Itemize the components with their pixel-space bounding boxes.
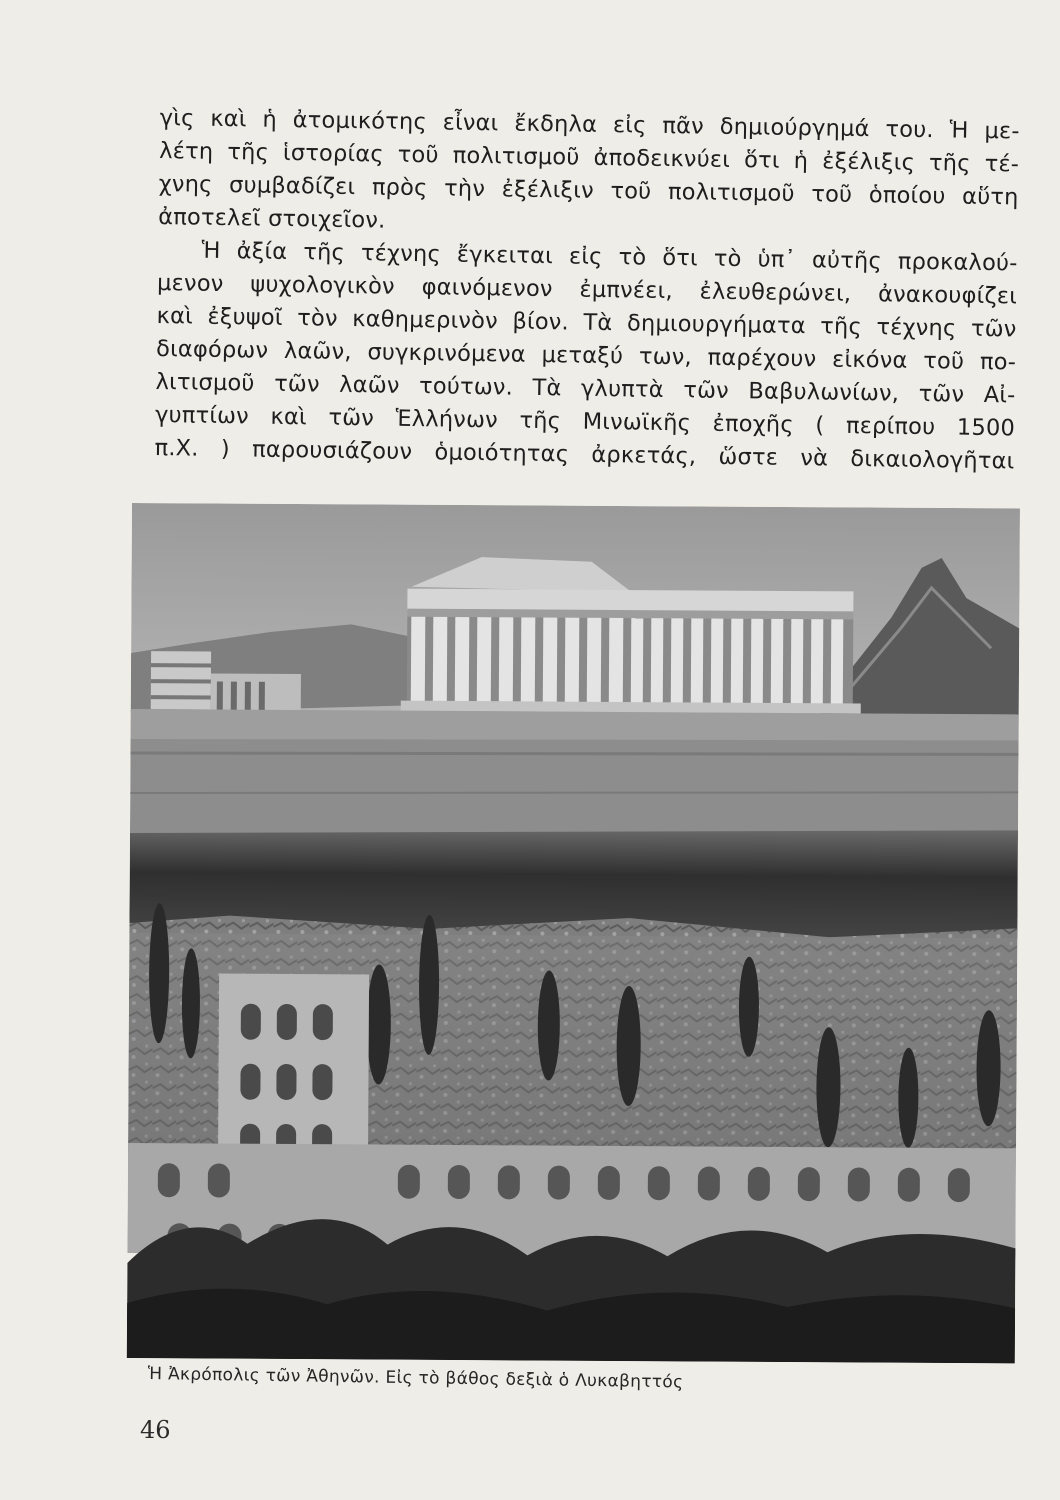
text-line: γυπτίων καὶ τῶν Ἑλλήνων τῆς Μινωϊκῆς ἐποχῆς ( περίπου 1500 xyxy=(154,401,1016,442)
text-line: καὶ ἐξυψοῖ τὸν καθημερινὸν βίον. Τὰ δημιουργήματα τῆς τέχνης τῶν xyxy=(156,302,1017,343)
photo-caption: Ἡ Ἀκρόπολις τῶν Ἀθηνῶν. Εἰς τὸ βάθος δεξιὰ ὁ Λυκαβηττός xyxy=(147,1364,684,1393)
acropolis-photo xyxy=(127,503,1020,1363)
text-line: λέτη τῆς ἱστορίας τοῦ πολιτισμοῦ ἀποδεικνύει ὅτι ἡ ἐξέλιξις τῆς τέ- xyxy=(159,137,1020,178)
text-line: χνης συμβαδίζει πρὸς τὴν ἐξέλιξιν τοῦ πολιτισμοῦ τοῦ ὁποίου αὕτη xyxy=(158,170,1019,211)
text-line: λιτισμοῦ τῶν λαῶν τούτων. Τὰ γλυπτὰ τῶν Βαβυλωνίων, τῶν Αἰ- xyxy=(155,368,1016,409)
text-line: μενον ψυχολογικὸν φαινόμενον ἐμπνέει, ἐλευθερώνει, ἀνακουφίζει xyxy=(156,269,1018,310)
text-line: γὶς καὶ ἡ ἀτομικότης εἶναι ἔκδηλα εἰς πᾶν δημιούργημά του. Ἡ με- xyxy=(159,104,1020,145)
body-text xyxy=(154,102,1020,478)
text-line: π.Χ. ) παρουσιάζουν ὁμοιότητας ἀρκετάς, ὥστε νὰ δικαιολογῆται xyxy=(154,434,1015,475)
text-line: διαφόρων λαῶν, συγκρινόμενα μεταξύ των, παρέχουν εἰκόνα τοῦ πο- xyxy=(155,335,1017,376)
page-number: 46 xyxy=(140,1416,171,1444)
text-line: ἀποτελεῖ στοιχεῖον. xyxy=(157,203,386,234)
text-line: Ἡ ἀξία τῆς τέχνης ἔγκειται εἰς τὸ ὅτι τὸ ὑπ᾽ αὐτῆς προκαλού- xyxy=(201,237,1018,277)
